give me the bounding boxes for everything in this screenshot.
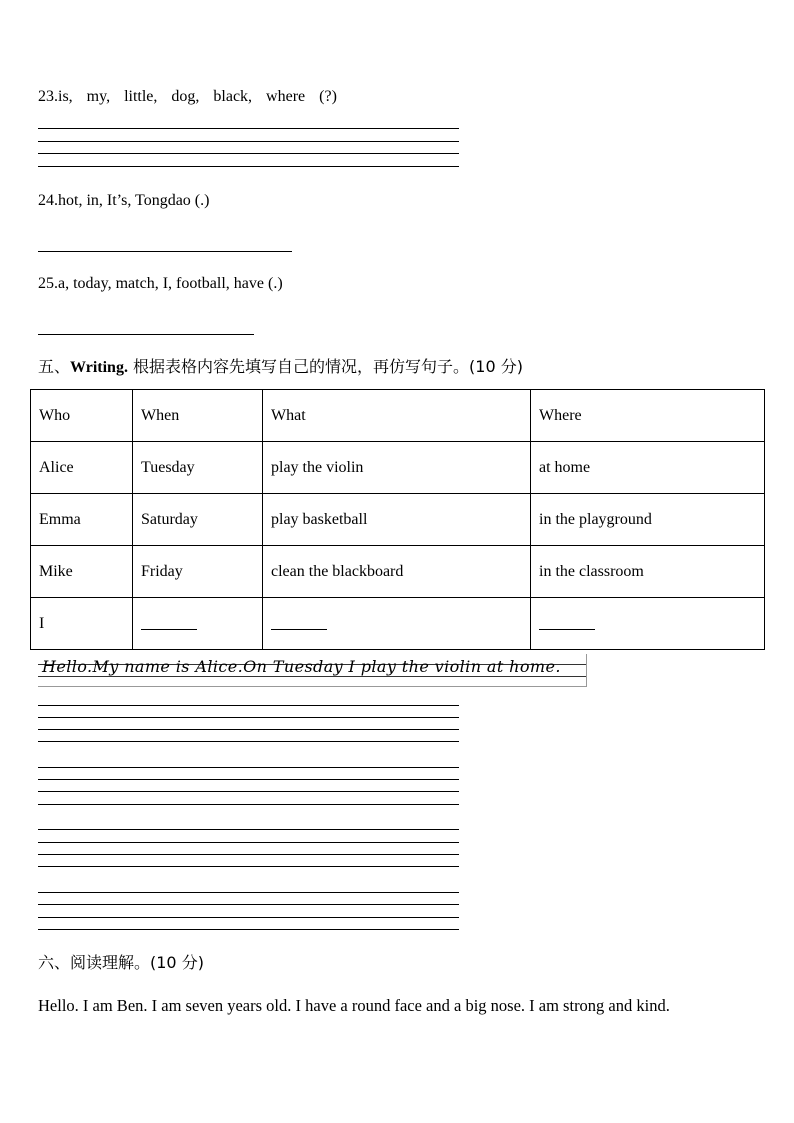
table-header-row (31, 390, 765, 442)
cell-when-blank[interactable] (133, 598, 263, 650)
answer-line-24[interactable] (38, 251, 292, 252)
fill-blank[interactable] (271, 613, 327, 630)
cell-where: in the playground (531, 494, 765, 546)
answer-line-25[interactable] (38, 334, 254, 335)
header-where: Where (531, 390, 765, 442)
cell-what-blank[interactable] (263, 598, 531, 650)
cell-what: play basketball (263, 494, 531, 546)
cell-who: Emma (31, 494, 133, 546)
question-number: 25. (38, 275, 58, 292)
example-sentence-box (38, 654, 587, 687)
cell-where: in the classroom (531, 546, 765, 598)
cell-who: Alice (31, 442, 133, 494)
question-words: hot, in, It’s, Tongdao (.) (58, 192, 210, 209)
question-number: 24. (38, 192, 58, 209)
header-what: What (263, 390, 531, 442)
question-25 (38, 274, 283, 294)
cell-who: I (31, 598, 133, 650)
cell-when: Friday (133, 546, 263, 598)
section-number: 五、 (38, 357, 71, 376)
fill-blank[interactable] (539, 613, 595, 630)
cell-when: Tuesday (133, 442, 263, 494)
question-24 (38, 191, 209, 211)
header-when: When (133, 390, 263, 442)
question-words: is, my, little, dog, black, where (?) (58, 88, 337, 105)
cell-who: Mike (31, 546, 133, 598)
reading-heading: 六、阅读理解。(10 分) (38, 953, 204, 972)
reading-passage: Hello. I am Ben. I am seven years old. I have a round face and a big nose. I am strong and kind. (38, 996, 670, 1015)
guide-line (38, 676, 586, 677)
cell-where-blank[interactable] (531, 598, 765, 650)
cell-when: Saturday (133, 494, 263, 546)
example-sentence: Hello.My name is Alice.On Tuesday I play the violin at home. (42, 657, 561, 676)
table-row (31, 494, 765, 546)
cell-where: at home (531, 442, 765, 494)
fill-blank[interactable] (141, 613, 197, 630)
question-23 (38, 87, 337, 107)
cell-what: play the violin (263, 442, 531, 494)
table-row-self (31, 598, 765, 650)
section-instructions: 根据表格内容先填写自己的情况，再仿写句子。(10 分) (127, 357, 523, 376)
question-words: a, today, match, I, football, have (.) (58, 275, 283, 292)
writing-table (30, 389, 765, 650)
question-number: 23. (38, 88, 58, 105)
section-title: Writing. (70, 359, 128, 376)
cell-what: clean the blackboard (263, 546, 531, 598)
table-row (31, 442, 765, 494)
table-row (31, 546, 765, 598)
writing-heading (38, 357, 523, 378)
header-who: Who (31, 390, 133, 442)
